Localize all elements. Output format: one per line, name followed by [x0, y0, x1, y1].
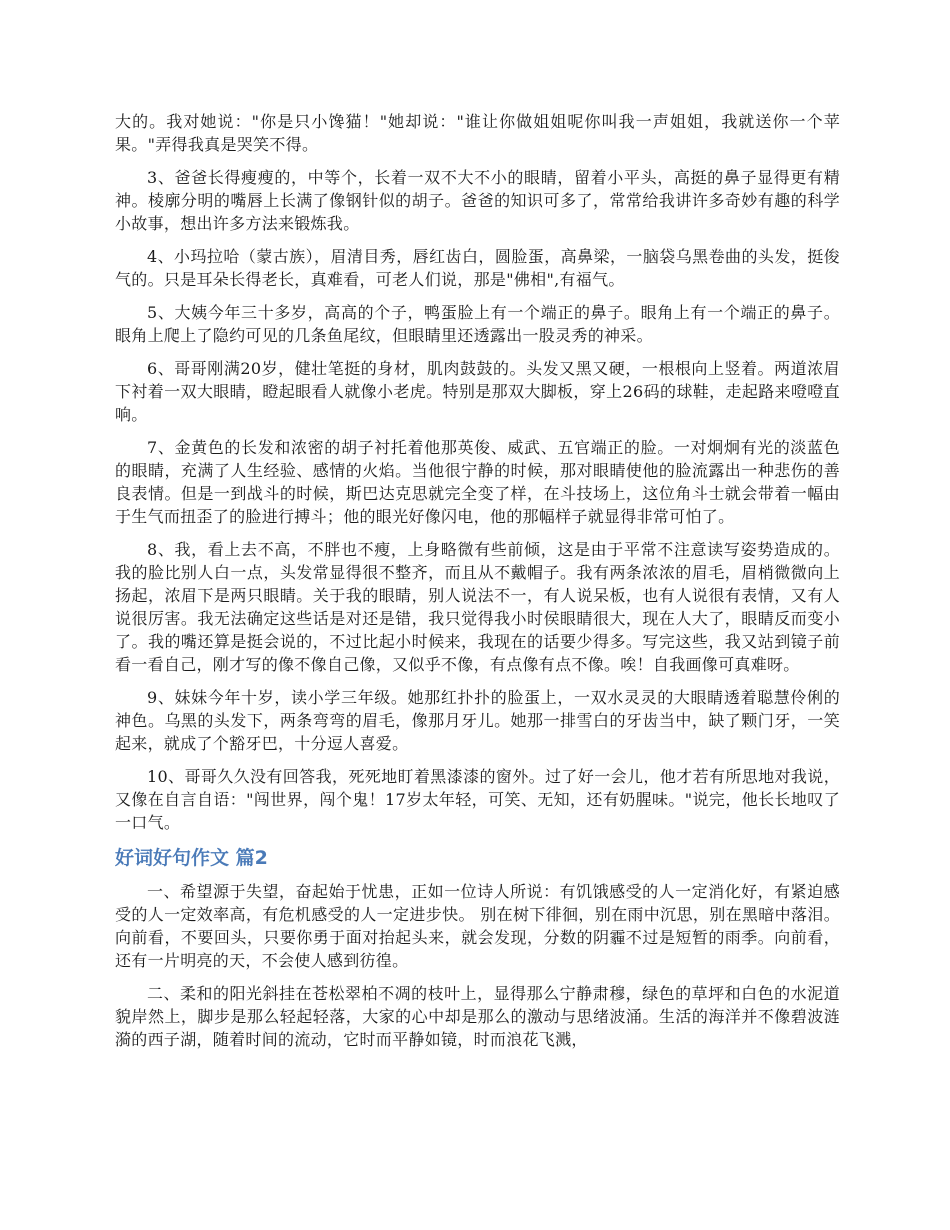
paragraph-part2-2: 二、柔和的阳光斜挂在苍松翠柏不凋的枝叶上，显得那么宁静肃穆，绿色的草坪和白色的水泥道貌岸然上，脚步是那么轻起轻落，大家的心中却是那么的激动与思绪波涌。生活的海洋并不像碧波涟漪的西子湖，随着时间的流动，它时而平静如镜，时而浪花飞溅， [115, 984, 840, 1049]
paragraph-item-7: 7、金黄色的长发和浓密的胡子衬托着他那英俊、威武、五官端正的脸。一对炯炯有光的淡蓝色的眼睛，充满了人生经验、感情的火焰。当他很宁静的时候，那对眼睛使他的脸流露出一种悲伤的善良表情。但是一到战斗的时候，斯巴达克思就完全变了样，在斗技场上，这位角斗士就会带着一幅由于生气而扭歪了的脸进行搏斗；他的眼光好像闪电，他的那幅样子就显得非常可怕了。 [115, 438, 840, 526]
section-heading: 好词好句作文 篇2 [115, 847, 268, 869]
paragraph-item-6: 6、哥哥刚满20岁，健壮笔挺的身材，肌肉鼓鼓的。头发又黑又硬，一根根向上竖着。两道浓眉下衬着一双大眼睛，瞪起眼看人就像小老虎。特别是那双大脚板，穿上26码的球鞋，走起路来噔噔直响。 [115, 359, 840, 424]
paragraph-item-10: 10、哥哥久久没有回答我，死死地盯着黑漆漆的窗外。过了好一会儿，他才若有所思地对我说，又像在自言自语："闯世界，闯个鬼！17岁太年轻，可笑、无知，还有奶腥味。"说完，他长长地叹了一口气。 [115, 767, 840, 832]
paragraph-continuation: 大的。我对她说："你是只小馋猫！"她却说："谁让你做姐姐呢你叫我一声姐姐，我就送你一个苹果。"弄得我真是哭笑不得。 [115, 112, 840, 154]
paragraph-part2-1: 一、希望源于失望，奋起始于忧患，正如一位诗人所说：有饥饿感受的人一定消化好，有紧迫感受的人一定效率高，有危机感受的人一定进步快。 别在树下徘徊，别在雨中沉思，别在黑暗中落泪。向前看，不要回头，只要你勇于面对抬起头来，就会发现，分数的阴霾不过是短暂的雨季。向前看，还有一片明亮的天，不会使人感到彷徨。 [115, 882, 840, 970]
paragraph-item-4: 4、小玛拉哈（蒙古族），眉清目秀，唇红齿白，圆脸蛋，高鼻梁，一脑袋乌黑卷曲的头发，挺俊气的。只是耳朵长得老长，真难看，可老人们说，那是"佛相",有福气。 [115, 247, 840, 289]
paragraph-item-9: 9、妹妹今年十岁，读小学三年级。她那红扑扑的脸蛋上，一双水灵灵的大眼睛透着聪慧伶俐的神色。乌黑的头发下，两条弯弯的眉毛，像那月牙儿。她那一排雪白的牙齿当中，缺了颗门牙，一笑起来，就成了个豁牙巴，十分逗人喜爱。 [115, 688, 840, 753]
paragraph-item-3: 3、爸爸长得瘦瘦的，中等个，长着一双不大不小的眼睛，留着小平头，高挺的鼻子显得更有精神。棱廓分明的嘴唇上长满了像钢针似的胡子。爸爸的知识可多了，常常给我讲许多奇妙有趣的科学小故事，想出许多方法来锻炼我。 [115, 168, 840, 233]
document-page [115, 110, 840, 1061]
paragraph-item-5: 5、大姨今年三十多岁，高高的个子，鸭蛋脸上有一个端正的鼻子。眼角上有一个端正的鼻子。眼角上爬上了隐约可见的几条鱼尾纹，但眼睛里还透露出一股灵秀的神采。 [115, 303, 840, 345]
paragraph-item-8: 8、我，看上去不高，不胖也不瘦，上身略微有些前倾，这是由于平常不注意读写姿势造成的。我的脸比别人白一点，头发常显得很不整齐，而且从不戴帽子。我有两条浓浓的眉毛，眉梢微微向上扬起，浓眉下是两只眼睛。关于我的眼睛，别人说法不一，有人说呆板，也有人说很有表情，又有人说很厉害。我无法确定这些话是对还是错，我只觉得我小时侯眼睛很大，现在人大了，眼睛反而变小了。我的嘴还算是挺会说的，不过比起小时候来，我现在的话要少得多。写完这些，我又站到镜子前看一看自己，刚才写的像不像自己像，又似乎不像，有点像有点不像。唉！自我画像可真难呀。 [115, 540, 840, 674]
